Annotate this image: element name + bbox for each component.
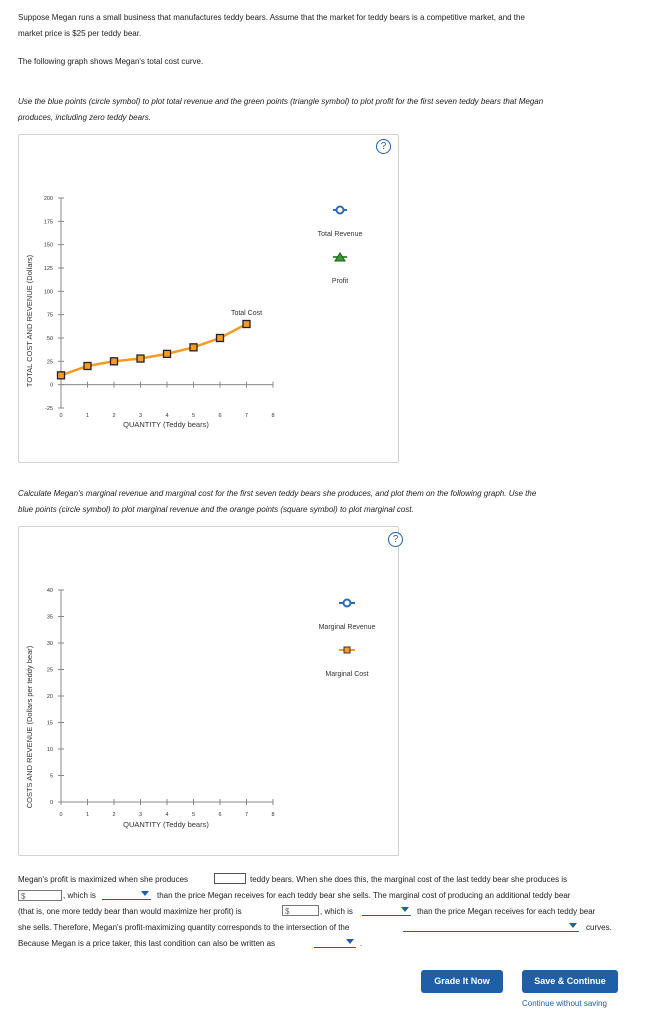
question-text: Megan's profit is maximized when she produces: [18, 875, 189, 884]
grade-it-now-button[interactable]: Grade It Now: [421, 970, 503, 993]
y-tick-label: 5: [49, 773, 53, 780]
comparison-dropdown-1[interactable]: [102, 889, 151, 900]
chevron-down-icon: [569, 923, 577, 928]
question-text: Because Megan is a price taker, this last condition can also be written as: [18, 939, 276, 948]
total-cost-point[interactable]: [164, 350, 171, 357]
x-tick-label: 6: [218, 812, 222, 818]
marginal-cost-last-input[interactable]: [18, 890, 62, 901]
chevron-down-icon: [346, 939, 354, 944]
total-cost-point[interactable]: [84, 363, 91, 370]
intro-line-2: market price is $25 per teddy bear.: [18, 29, 142, 38]
y-tick-label: 40: [46, 588, 53, 594]
total-cost-point[interactable]: [217, 335, 224, 342]
total-cost-point[interactable]: [58, 372, 65, 379]
save-and-continue-button[interactable]: Save & Continue: [522, 970, 618, 993]
legend-marginal-revenue-label: Marginal Revenue: [318, 624, 376, 631]
x-tick-label: 8: [271, 413, 275, 419]
y-tick-label: 150: [43, 242, 53, 249]
continue-without-saving-link[interactable]: Continue without saving: [522, 999, 607, 1008]
y-tick-label: 25: [46, 359, 53, 366]
total-cost-point[interactable]: [243, 321, 250, 328]
y-tick-label: 35: [46, 614, 53, 621]
x-axis-label: QUANTITY (Teddy bears): [123, 820, 209, 829]
instruction-2-line-2: blue points (circle symbol) to plot marginal revenue and the orange points (square symbol) to plot marginal cost.: [18, 505, 414, 514]
y-tick-label: -25: [45, 406, 53, 412]
y-tick-label: 125: [43, 266, 53, 272]
dollar-sign: $: [285, 907, 290, 916]
curves-dropdown[interactable]: [403, 921, 579, 932]
x-tick-label: 1: [85, 812, 90, 818]
question-text: than the price Megan receives for each teddy bear: [417, 907, 596, 916]
total-cost-point[interactable]: [137, 355, 144, 362]
x-tick-label: 8: [271, 812, 275, 818]
legend-profit-label: Profit: [331, 278, 349, 285]
question-text: (that is, one more teddy bear than would maximize her profit) is: [18, 907, 242, 916]
y-tick-label: 15: [46, 720, 53, 727]
comparison-dropdown-2[interactable]: [362, 905, 411, 916]
quantity-input[interactable]: [214, 873, 246, 884]
x-tick-label: 4: [165, 812, 169, 818]
y-tick-label: 0: [49, 800, 53, 806]
help-icon[interactable]: ?: [388, 532, 403, 547]
total-cost-chart: [19, 135, 398, 462]
marginal-chart: [19, 527, 398, 855]
help-icon[interactable]: ?: [376, 139, 391, 154]
legend-marginal-revenue-marker[interactable]: [344, 600, 351, 607]
y-tick-label: 20: [46, 694, 53, 700]
marginal-cost-next-input[interactable]: [282, 905, 319, 916]
x-tick-label: 7: [244, 413, 249, 419]
y-tick-label: 50: [46, 336, 53, 342]
chevron-down-icon: [141, 891, 149, 896]
x-tick-label: 4: [165, 413, 169, 419]
total-cost-point[interactable]: [190, 344, 197, 351]
legend-total-revenue-label: Total Revenue: [317, 231, 363, 238]
marginal-graph-panel: [18, 526, 399, 856]
instruction-1-line-2: produces, including zero teddy bears.: [18, 113, 151, 122]
legend-marginal-cost-label: Marginal Cost: [325, 671, 369, 678]
legend-marginal-cost-marker[interactable]: [344, 647, 350, 653]
intro-line-1: Suppose Megan runs a small business that manufactures teddy bears. Assume that the market for teddy bears is a competitive market, and the: [18, 13, 525, 22]
y-tick-label: 0: [49, 382, 53, 389]
x-tick-label: 5: [191, 812, 196, 818]
x-tick-label: 3: [138, 413, 143, 419]
intro-line-3: The following graph shows Megan's total cost curve.: [18, 57, 204, 66]
question-text: , which is: [320, 907, 353, 916]
total-cost-curve-label: Total Cost: [230, 310, 263, 317]
x-tick-label: 6: [218, 413, 222, 419]
y-axis-label: TOTAL COST AND REVENUE (Dollars): [25, 254, 34, 388]
x-tick-label: 5: [191, 413, 196, 419]
y-tick-label: 75: [46, 312, 53, 319]
y-axis-label: COSTS AND REVENUE (Dollars per teddy bear): [25, 645, 34, 809]
x-tick-label: 2: [112, 413, 116, 419]
y-tick-label: 30: [46, 641, 53, 647]
question-text: than the price Megan receives for each teddy bear she sells. The marginal cost of producing an additional teddy bear: [157, 891, 571, 900]
condition-dropdown[interactable]: [314, 937, 356, 948]
legend: [319, 600, 376, 679]
y-tick-label: 200: [43, 196, 53, 202]
y-tick-label: 175: [43, 219, 53, 226]
y-tick-label: 100: [43, 289, 53, 296]
legend-total-revenue-marker[interactable]: [337, 207, 344, 214]
y-tick-label: 25: [46, 667, 53, 674]
total-cost-graph-panel: [18, 134, 399, 463]
question-text: she sells. Therefore, Megan's profit-maximizing quantity corresponds to the intersection of the: [18, 923, 350, 932]
question-text: .: [360, 939, 363, 948]
x-axis-label: QUANTITY (Teddy bears): [123, 420, 209, 429]
x-tick-label: 7: [244, 812, 249, 818]
question-text: curves.: [586, 923, 612, 932]
x-tick-label: 0: [59, 812, 63, 818]
question-text: , which is: [63, 891, 96, 900]
dollar-sign: $: [21, 892, 26, 901]
y-tick-label: 10: [46, 747, 53, 753]
instruction-2-line-1: Calculate Megan's marginal revenue and marginal cost for the first seven teddy bears she produces, and plot them on the following graph. Use the: [18, 489, 537, 498]
instruction-1-line-1: Use the blue points (circle symbol) to plot total revenue and the green points (triangle symbol) to plot profit for the first seven teddy bears that Megan: [18, 97, 544, 106]
question-text: teddy bears. When she does this, the marginal cost of the last teddy bear she produces is: [250, 875, 568, 884]
chevron-down-icon: [401, 907, 409, 912]
x-tick-label: 1: [85, 413, 90, 419]
legend: [318, 207, 363, 286]
x-tick-label: 2: [112, 812, 116, 818]
x-tick-label: 0: [59, 413, 63, 419]
total-cost-point[interactable]: [111, 358, 118, 365]
x-tick-label: 3: [138, 812, 143, 818]
